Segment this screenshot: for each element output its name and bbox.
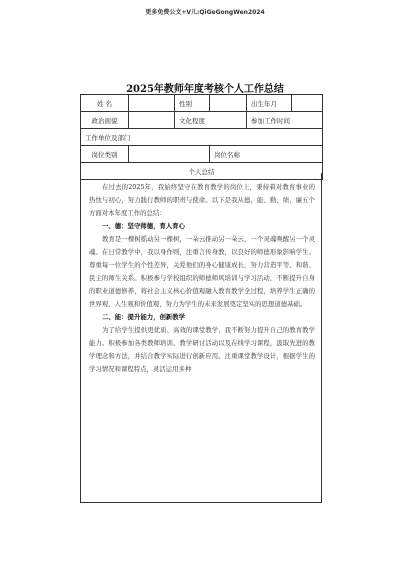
politics-value bbox=[129, 112, 175, 129]
table-row bbox=[81, 146, 323, 163]
name-value bbox=[129, 95, 175, 112]
paragraph-intro: 在过去的2025年，我始终坚守在教育教学的岗位上，秉持着对教育事业的热忱与初心，努力践行教师的职责与使命。以下是我从德、能、勤、绩、廉五个方面对本年度工作的总结： bbox=[89, 183, 315, 217]
summary-header: 个人总结 bbox=[81, 163, 323, 180]
table-row bbox=[81, 95, 323, 112]
unit-label: 工作单位及部门 bbox=[81, 129, 323, 146]
section-heading-ability: 二、能：提升能力，创新教学 bbox=[102, 313, 186, 321]
name-label: 姓 名 bbox=[81, 95, 129, 112]
education-label: 文化程度 bbox=[175, 112, 247, 129]
table-row bbox=[81, 112, 323, 129]
work-start-label: 参加工作时间 bbox=[247, 112, 323, 129]
post-type-label: 岗位类别 bbox=[81, 146, 129, 163]
politics-label: 政治面貌 bbox=[81, 112, 129, 129]
info-table bbox=[80, 94, 323, 180]
gender-value bbox=[210, 95, 247, 112]
summary-body bbox=[80, 173, 322, 503]
birth-label: 出生年月 bbox=[247, 95, 292, 112]
paragraph-ethics: 教育是一棵树摇动另一棵树，一朵云推动另一朵云，一个灵魂唤醒另一个灵魂。在日常教学中，我以身作则，注重言传身教，以良好的师德形象影响学生。尊重每一位学生的个性差异，关爱他们的身心健康成长，努力营造平等、和谐、民主的师生关系。积极参与学校组织的师德师风培训与学习活动，不断提升自身的职业道德修养，将社会主义核心价值观融入教育教学全过程，培养学生正确的世界观、人生观和价值观，努力为学生的未来发展奠定坚实的思想道德基础。 bbox=[89, 235, 315, 308]
document-title: 2025年教师年度考核个人工作总结 bbox=[126, 84, 284, 95]
page-header: 更多免费公文+V儿:QiGeGongWen2024 bbox=[145, 9, 265, 16]
post-type-value bbox=[129, 146, 210, 163]
summary-text bbox=[89, 181, 315, 376]
paragraph-ability: 为了给学生提供更优质、高效的课堂教学，我不断努力提升自己的教育教学能力。积极参加各类教师培训、教学研讨活动以及在线学习课程，汲取先进的教学理念和方法，并结合教学实际进行创新应用。注重课堂教学设计，根据学生的学习情况和课程特点，灵活运用多种 bbox=[89, 326, 315, 373]
gender-label: 性别 bbox=[175, 95, 210, 112]
post-name-label: 岗位名称 bbox=[210, 146, 323, 163]
section-heading-ethics: 一、德：坚守师德，育人育心 bbox=[102, 222, 186, 230]
birth-value bbox=[292, 95, 323, 112]
table-row bbox=[81, 129, 323, 146]
